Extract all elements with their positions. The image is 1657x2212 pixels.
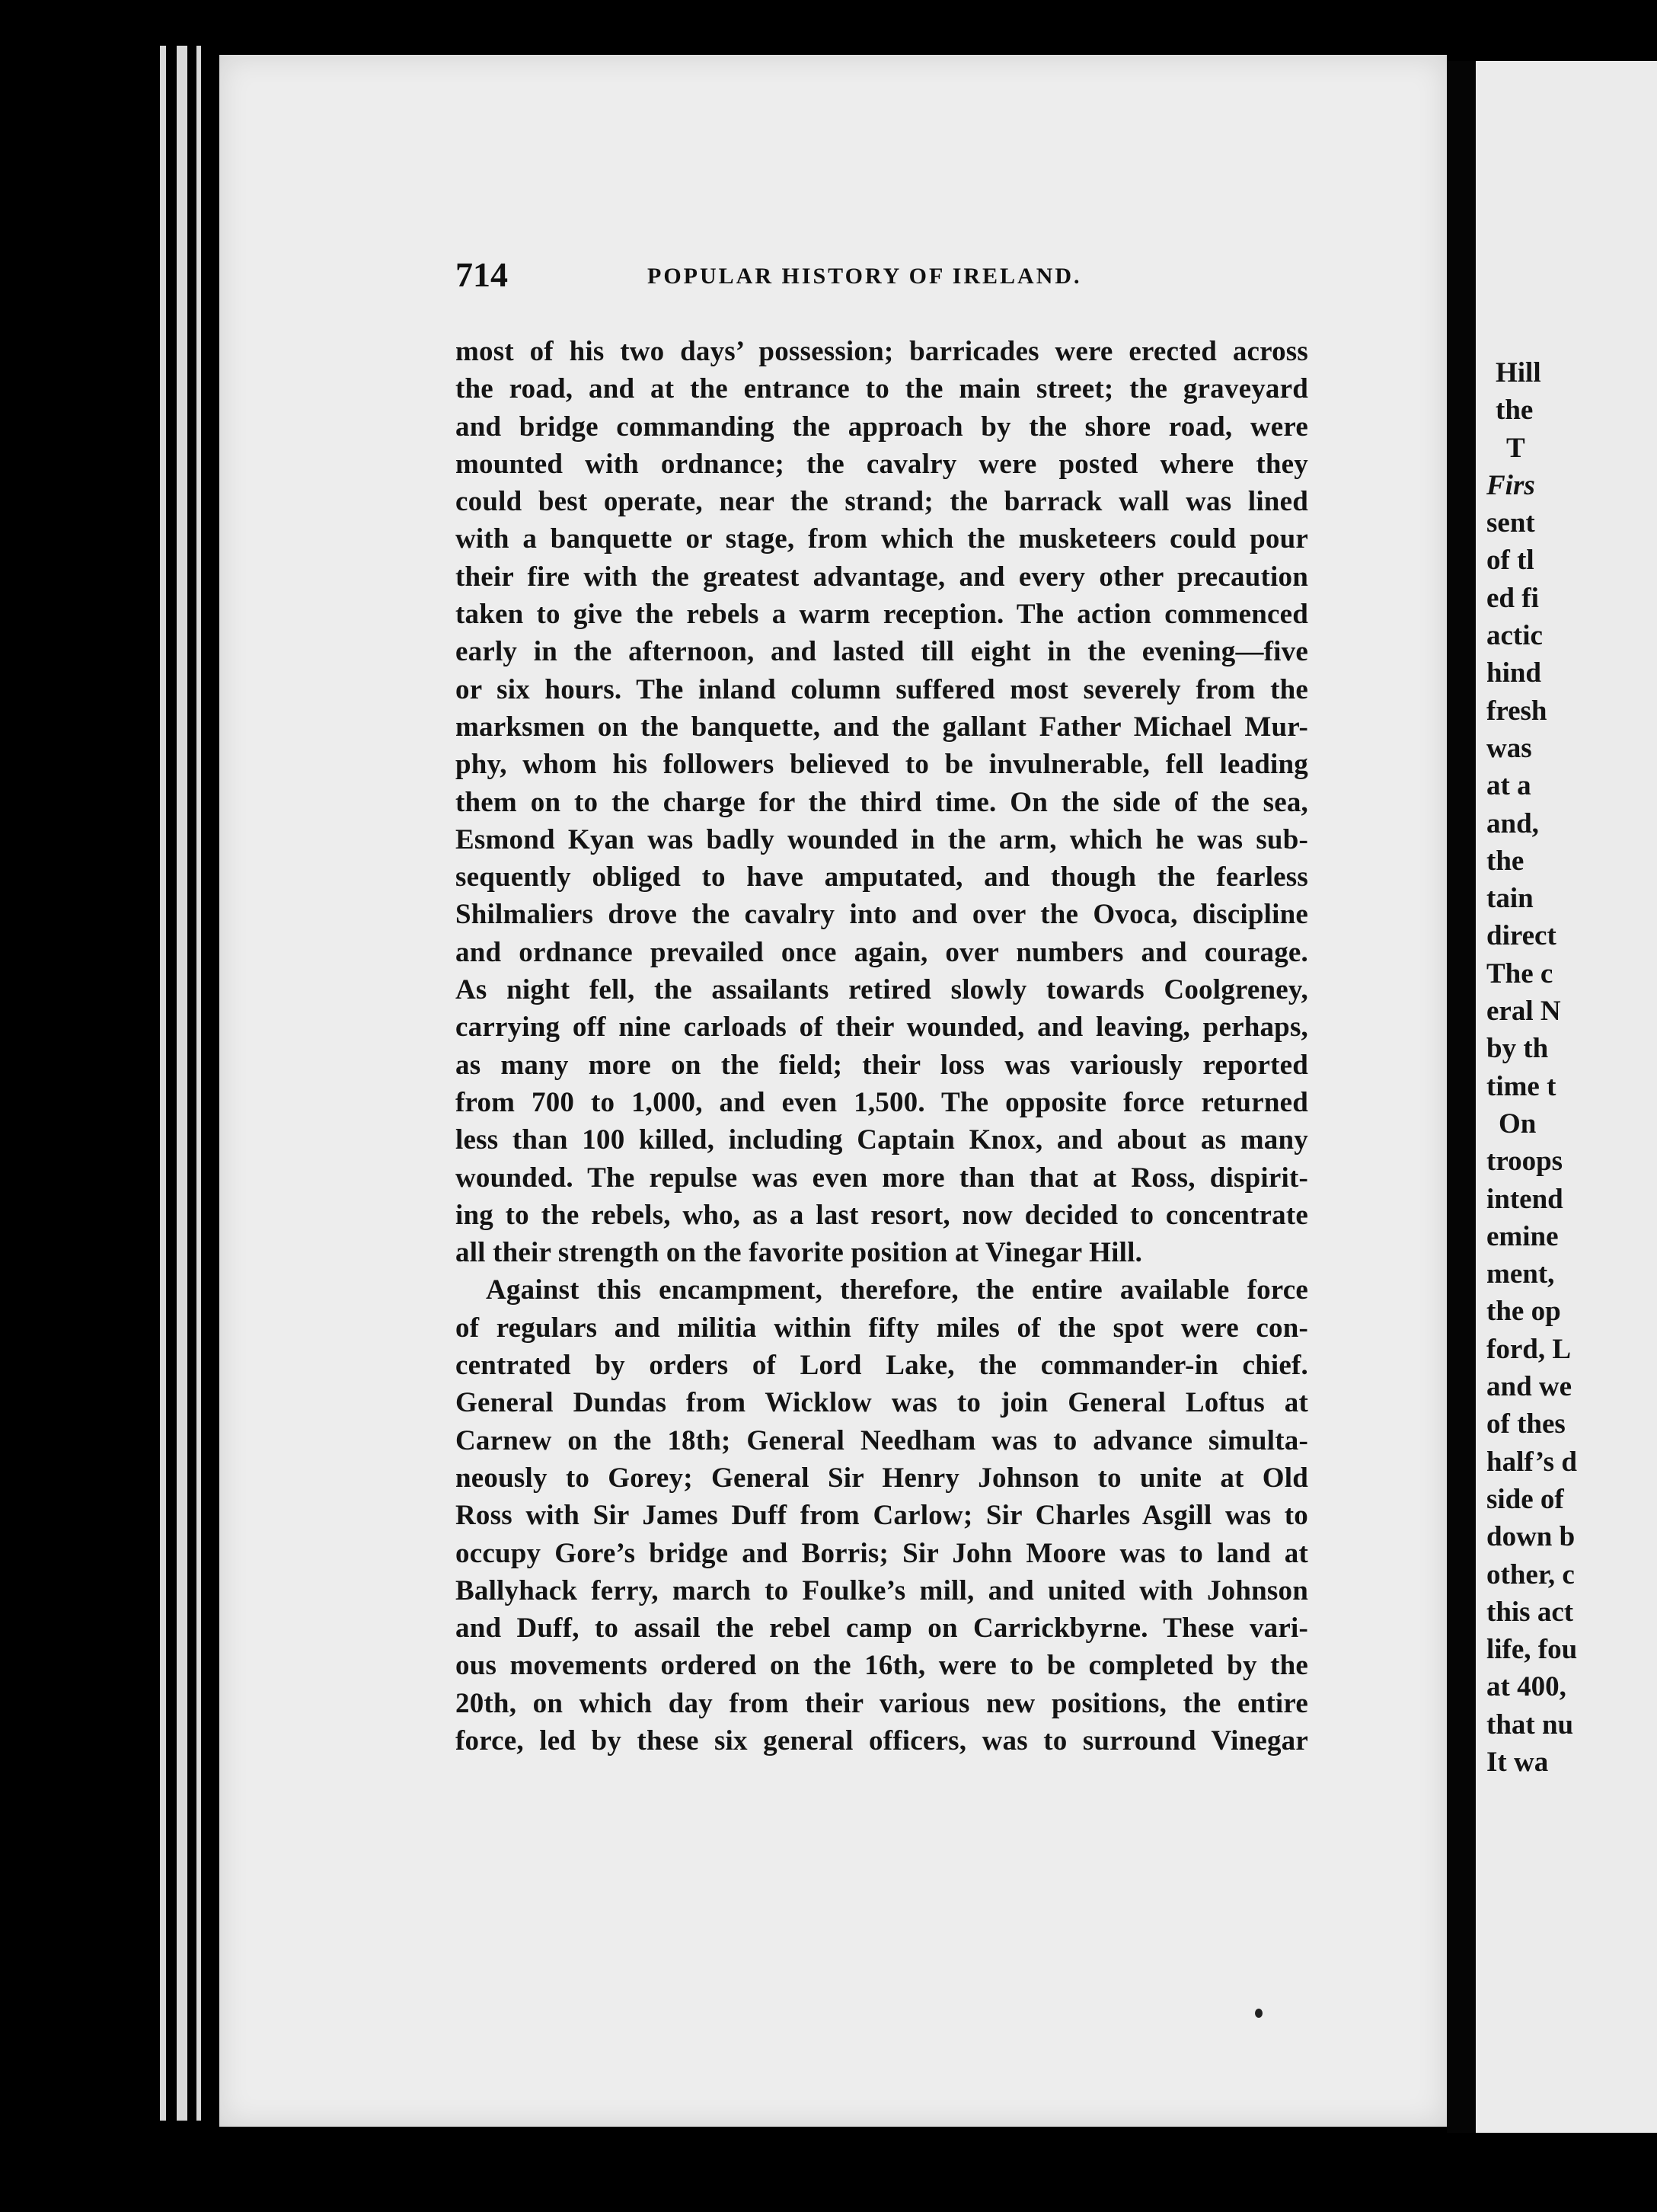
text-line: phy, whom his followers believed to be invulnerable, fell leading [455, 749, 1308, 781]
text-line: most of his two days’ possession; barricades were erected across [455, 336, 1308, 367]
text-line: or six hours. The inland column suffered most severely from the [455, 673, 1308, 705]
text-line: less than 100 killed, including Captain Knox, and about as many [455, 1124, 1308, 1156]
text-line: their fire with the greatest advantage, and every other precaution [455, 561, 1308, 593]
next-page-line: of thes [1486, 1408, 1566, 1440]
next-page-line: Firs [1486, 469, 1535, 501]
next-page-text [1476, 354, 1657, 1781]
next-page-line: troops [1486, 1146, 1563, 1178]
book-page [219, 55, 1447, 2127]
next-page-line: ford, L [1486, 1333, 1571, 1365]
next-page-line: T [1506, 432, 1525, 464]
text-line: force, led by these six general officers, was to surround Vinegar [455, 1725, 1308, 1756]
next-page-line: time t [1486, 1070, 1556, 1102]
body-text [455, 333, 1308, 1760]
next-page-edge [1476, 61, 1657, 2133]
page-number: 714 [455, 255, 508, 294]
next-page-line: intend [1486, 1183, 1563, 1215]
next-page-line: direct [1486, 920, 1556, 952]
next-page-line: that nu [1486, 1709, 1574, 1741]
next-page-line: of tl [1486, 545, 1534, 577]
next-page-line: eral N [1486, 996, 1561, 1028]
binding-edge [177, 46, 187, 2121]
next-page-line: ed fi [1486, 582, 1539, 614]
text-line: the road, and at the entrance to the main street; the graveyard [455, 373, 1308, 405]
next-page-line: half’s d [1486, 1446, 1577, 1478]
text-line: As night fell, the assailants retired slowly towards Coolgreney, [455, 974, 1308, 1006]
next-page-line: It wa [1486, 1746, 1549, 1778]
next-page-line: Hill [1496, 357, 1541, 388]
text-line: ous movements ordered on the 16th, were to be completed by the [455, 1650, 1308, 1682]
text-line: Carnew on the 18th; General Needham was to advance simulta- [455, 1424, 1308, 1456]
next-page-line: On [1499, 1108, 1537, 1140]
next-page-line: and, [1486, 807, 1539, 839]
text-line: General Dundas from Wicklow was to join General Loftus at [455, 1387, 1308, 1419]
book-gutter [1447, 61, 1476, 2133]
text-line: centrated by orders of Lord Lake, the commander-in chief. [455, 1350, 1308, 1382]
text-line: carrying off nine carloads of their wounded, and leaving, perhaps, [455, 1012, 1308, 1044]
next-page-line: at 400, [1486, 1671, 1566, 1703]
ink-speck [1255, 2009, 1263, 2018]
text-line: sequently obliged to have amputated, and though the fearless [455, 861, 1308, 893]
next-page-line: by th [1486, 1033, 1549, 1065]
next-page-line: was [1486, 732, 1532, 764]
next-page-line: down b [1486, 1521, 1576, 1553]
next-page-line: other, c [1486, 1558, 1575, 1590]
text-line: and ordnance prevailed once again, over numbers and courage. [455, 936, 1308, 968]
text-line: them on to the charge for the third time. On the side of the sea, [455, 786, 1308, 818]
text-line: Ballyhack ferry, march to Foulke’s mill, and united with Johnson [455, 1574, 1308, 1606]
running-head [219, 254, 1447, 331]
next-page-line: actic [1486, 620, 1543, 652]
text-line: ing to the rebels, who, as a last resort, now decided to concentrate [455, 1199, 1308, 1231]
text-line: from 700 to 1,000, and even 1,500. The opposite force returned [455, 1086, 1308, 1118]
text-line: marksmen on the banquette, and the gallant Father Michael Mur- [455, 711, 1308, 743]
text-line: of regulars and militia within fifty miles of the spot were con- [455, 1312, 1308, 1344]
text-line: Ross with Sir James Duff from Carlow; Sir Charles Asgill was to [455, 1500, 1308, 1532]
next-page-line: The c [1486, 957, 1553, 989]
next-page-line: life, fou [1486, 1634, 1578, 1666]
next-page-line: the [1486, 845, 1525, 877]
next-page-line: emine [1486, 1220, 1559, 1252]
text-line: could best operate, near the strand; the barrack wall was lined [455, 486, 1308, 518]
next-page-line: hind [1486, 657, 1542, 689]
text-line: taken to give the rebels a warm reception. The action commenced [455, 599, 1308, 631]
binding-edge [160, 46, 166, 2121]
next-page-line: fresh [1486, 695, 1547, 727]
text-line: 20th, on which day from their various new positions, the entire [455, 1687, 1308, 1719]
text-line: with a banquette or stage, from which the musketeers could pour [455, 523, 1308, 555]
next-page-line: the op [1486, 1296, 1561, 1328]
running-title: POPULAR HISTORY OF IRELAND. [647, 264, 1082, 289]
next-page-line: and we [1486, 1371, 1572, 1403]
binding-edge [196, 46, 201, 2121]
text-line: and Duff, to assail the rebel camp on Carrickbyrne. These vari- [455, 1613, 1308, 1645]
text-line: all their strength on the favorite position at Vinegar Hill. [455, 1237, 1143, 1269]
text-line: occupy Gore’s bridge and Borris; Sir John Moore was to land at [455, 1537, 1308, 1569]
next-page-line: this act [1486, 1596, 1574, 1628]
text-line: neously to Gorey; General Sir Henry Johnson to unite at Old [455, 1462, 1308, 1494]
next-page-line: sent [1486, 507, 1535, 539]
next-page-line: ment, [1486, 1258, 1555, 1290]
next-page-line: tain [1486, 883, 1534, 915]
text-line: mounted with ordnance; the cavalry were posted where they [455, 448, 1308, 480]
next-page-line: at a [1486, 770, 1531, 802]
text-line: and bridge commanding the approach by the shore road, were [455, 411, 1308, 443]
text-line: early in the afternoon, and lasted till eight in the evening—five [455, 636, 1308, 668]
next-page-line: the [1496, 395, 1534, 427]
text-line: wounded. The repulse was even more than that at Ross, dispirit- [455, 1162, 1308, 1194]
next-page-line: side of [1486, 1483, 1564, 1515]
text-line: Esmond Kyan was badly wounded in the arm, which he was sub- [455, 823, 1308, 855]
text-line: Against this encampment, therefore, the entire available force [486, 1274, 1308, 1306]
text-line: as many more on the field; their loss was variously reported [455, 1049, 1308, 1081]
text-line: Shilmaliers drove the cavalry into and over the Ovoca, discipline [455, 899, 1308, 931]
